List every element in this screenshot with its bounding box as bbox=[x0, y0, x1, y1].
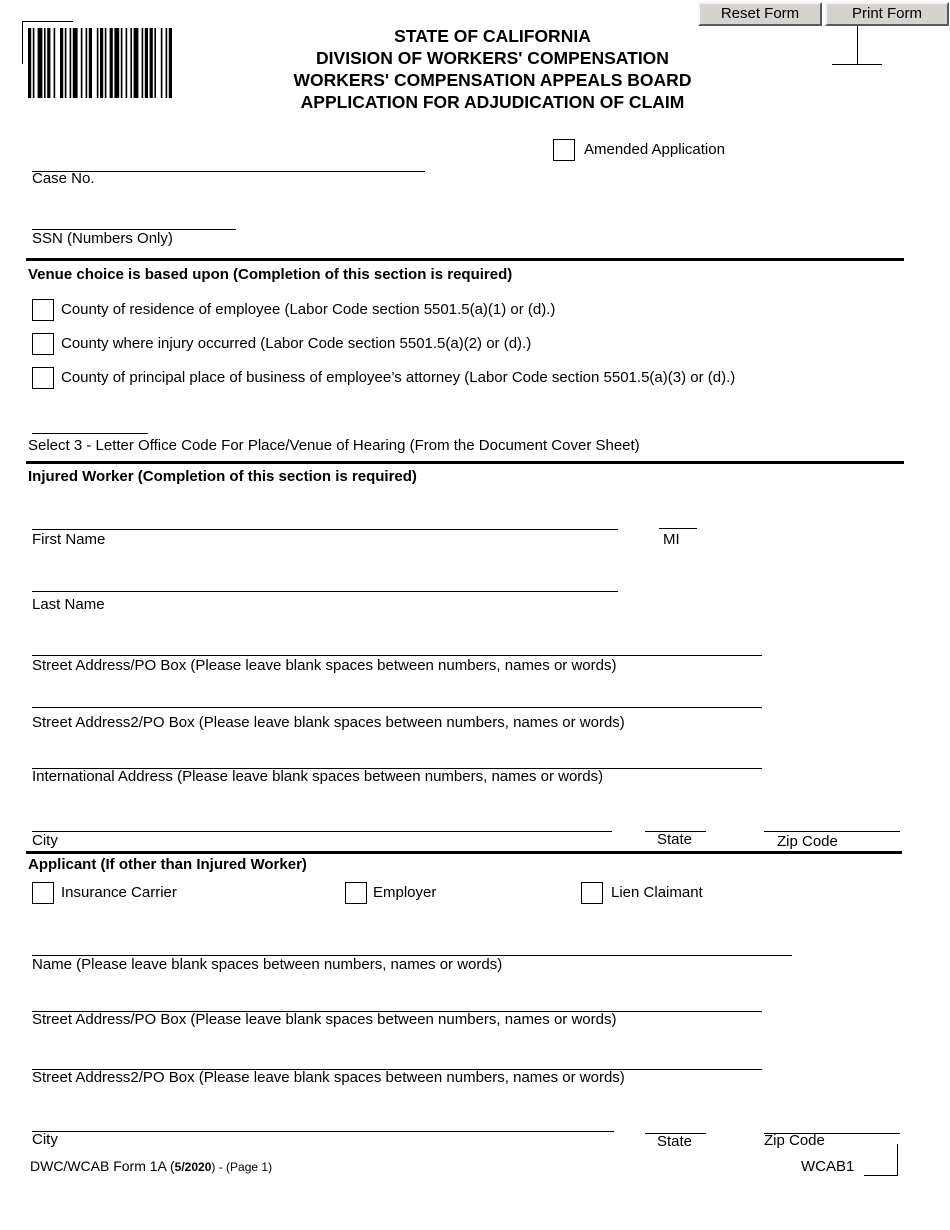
section-divider bbox=[26, 461, 904, 464]
injured-worker-heading: Injured Worker (Completion of this section is required) bbox=[28, 468, 417, 485]
international-address-label: International Address (Please leave blank spaces between numbers, names or words) bbox=[32, 768, 604, 785]
street-address-label: Street Address/PO Box (Please leave blank spaces between numbers, names or words) bbox=[32, 657, 617, 674]
street-address2-label: Street Address2/PO Box (Please leave blank spaces between numbers, names or words) bbox=[32, 714, 625, 731]
case-no-label: Case No. bbox=[32, 170, 95, 187]
zip-code-field[interactable] bbox=[764, 831, 900, 832]
venue-injury-checkbox[interactable] bbox=[32, 333, 54, 355]
title-line: STATE OF CALIFORNIA bbox=[394, 26, 591, 46]
venue-attorney-label: County of principal place of business of employee’s attorney (Labor Code section 5501.5(a)(3) or (d).) bbox=[61, 369, 736, 386]
last-name-field[interactable] bbox=[32, 591, 618, 592]
applicant-name-label: Name (Please leave blank spaces between numbers, names or words) bbox=[32, 956, 503, 973]
venue-injury-label: County where injury occurred (Labor Code section 5501.5(a)(2) or (d).) bbox=[61, 335, 532, 352]
first-name-label: First Name bbox=[32, 531, 106, 548]
form-number-suffix: ) - (Page 1) bbox=[211, 1160, 273, 1174]
top-right-mark bbox=[857, 26, 858, 64]
mi-label: MI bbox=[663, 531, 680, 548]
title-line: WORKERS' COMPENSATION APPEALS BOARD bbox=[293, 70, 692, 90]
venue-residence-checkbox[interactable] bbox=[32, 299, 54, 321]
applicant-state-label: State bbox=[657, 1133, 693, 1150]
form-code: WCAB1 bbox=[801, 1158, 855, 1175]
title-line: APPLICATION FOR ADJUDICATION OF CLAIM bbox=[300, 92, 685, 112]
section-divider bbox=[26, 851, 902, 854]
city-field[interactable] bbox=[32, 831, 612, 832]
venue-residence-label: County of residence of employee (Labor Code section 5501.5(a)(1) or (d).) bbox=[61, 301, 556, 318]
ssn-label: SSN (Numbers Only) bbox=[32, 230, 173, 247]
applicant-street-address-label: Street Address/PO Box (Please leave blank spaces between numbers, names or words) bbox=[32, 1011, 617, 1028]
applicant-street-address2-label: Street Address2/PO Box (Please leave blank spaces between numbers, names or words) bbox=[32, 1069, 625, 1086]
applicant-city-label: City bbox=[32, 1131, 58, 1148]
section-divider bbox=[26, 258, 904, 261]
city-label: City bbox=[32, 832, 58, 849]
applicant-city-field[interactable] bbox=[32, 1131, 614, 1132]
mi-field[interactable] bbox=[659, 528, 697, 529]
top-right-mark-line bbox=[832, 64, 882, 65]
form-number bbox=[30, 1158, 272, 1174]
street-address-field[interactable] bbox=[32, 655, 762, 656]
print-form-button[interactable]: Print Form bbox=[825, 2, 949, 26]
title-line: DIVISION OF WORKERS' COMPENSATION bbox=[316, 48, 669, 68]
form-number-prefix: DWC/WCAB Form 1A ( bbox=[30, 1158, 175, 1174]
lien-claimant-checkbox[interactable] bbox=[581, 882, 603, 904]
street-address2-field[interactable] bbox=[32, 707, 762, 708]
lien-claimant-label: Lien Claimant bbox=[611, 884, 703, 901]
first-name-field[interactable] bbox=[32, 529, 618, 530]
bottom-right-mark bbox=[864, 1144, 898, 1176]
form-title bbox=[250, 25, 735, 113]
state-label: State bbox=[657, 831, 693, 848]
employer-checkbox[interactable] bbox=[345, 882, 367, 904]
applicant-zip-code-label: Zip Code bbox=[764, 1132, 825, 1149]
amended-application-label: Amended Application bbox=[584, 141, 725, 158]
applicant-heading: Applicant (If other than Injured Worker) bbox=[28, 856, 307, 873]
form-date: 5/2020 bbox=[174, 1160, 212, 1174]
venue-attorney-checkbox[interactable] bbox=[32, 367, 54, 389]
reset-form-button[interactable]: Reset Form bbox=[698, 2, 822, 26]
zip-code-label: Zip Code bbox=[777, 833, 838, 850]
office-code-label: Select 3 - Letter Office Code For Place/Venue of Hearing (From the Document Cover Sheet) bbox=[28, 437, 640, 454]
last-name-label: Last Name bbox=[32, 596, 105, 613]
office-code-field[interactable] bbox=[32, 433, 148, 434]
venue-heading: Venue choice is based upon (Completion of this section is required) bbox=[28, 266, 513, 283]
corner-mark bbox=[22, 21, 73, 64]
insurance-carrier-label: Insurance Carrier bbox=[61, 884, 177, 901]
amended-application-checkbox[interactable] bbox=[553, 139, 575, 161]
employer-label: Employer bbox=[373, 884, 437, 901]
insurance-carrier-checkbox[interactable] bbox=[32, 882, 54, 904]
